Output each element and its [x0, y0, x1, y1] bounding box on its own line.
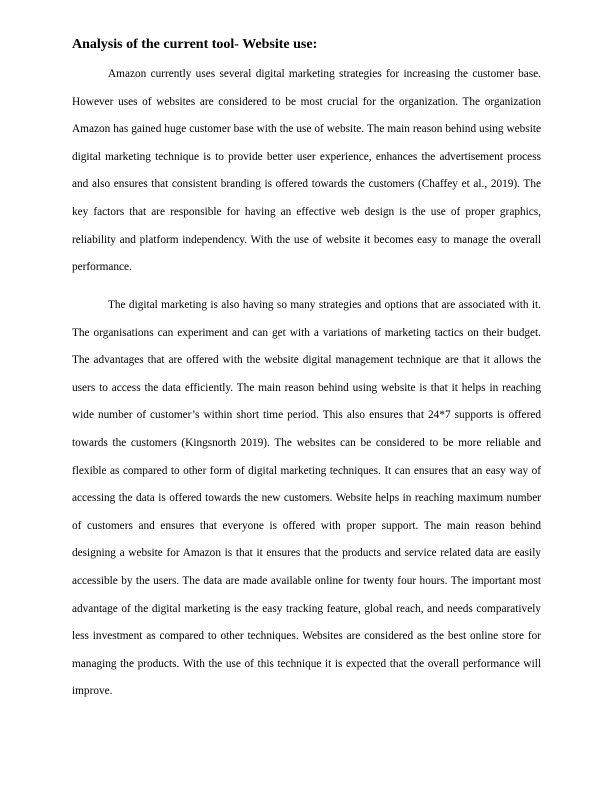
section-heading: Analysis of the current tool- Website use:: [72, 37, 318, 52]
paragraph-website-strategy: Amazon currently uses several digital marketing strategies for increasing the customer base. However uses of websites are considered to be most crucial for the organization. The organization Amazon has gained huge customer base with the use of website. The main reason behind using website digital marketing technique is to provide better user experience, enhances the advertisement process and also ensures that consistent branding is offered towards the customers (Chaffey et al., 2019). The key factors that are responsible for having an effective web design is the use of proper graphics, reliability and platform independency. With the use of website it becomes easy to manage the overall performance.: [72, 68, 541, 274]
paragraph-digital-marketing-advantages: The digital marketing is also having so many strategies and options that are associated with it. The organisations can experiment and can get with a variations of marketing tactics on their budget. The advantages that are offered with the website digital management technique are that it allows the users to access the data efficiently. The main reason behind using website is that it helps in reaching wide number of customer’s within short time period. This also ensures that 24*7 supports is offered towards the customers (Kingsnorth 2019). The websites can be considered to be more reliable and flexible as compared to other form of digital marketing techniques. It can ensures that an easy way of accessing the data is offered towards the new customers. Website helps in reaching maximum number of customers and ensures that everyone is offered with proper support. The main reason behind designing a website for Amazon is that it ensures that the products and service related data are easily accessible by the users. The data are made available online for twenty four hours. The important most advantage of the digital marketing is the easy tracking feature, global reach, and needs comparatively less investment as compared to other techniques. Websites are considered as the best online store for managing the products. With the use of this technique it is expected that the overall performance will improve.: [72, 299, 541, 698]
